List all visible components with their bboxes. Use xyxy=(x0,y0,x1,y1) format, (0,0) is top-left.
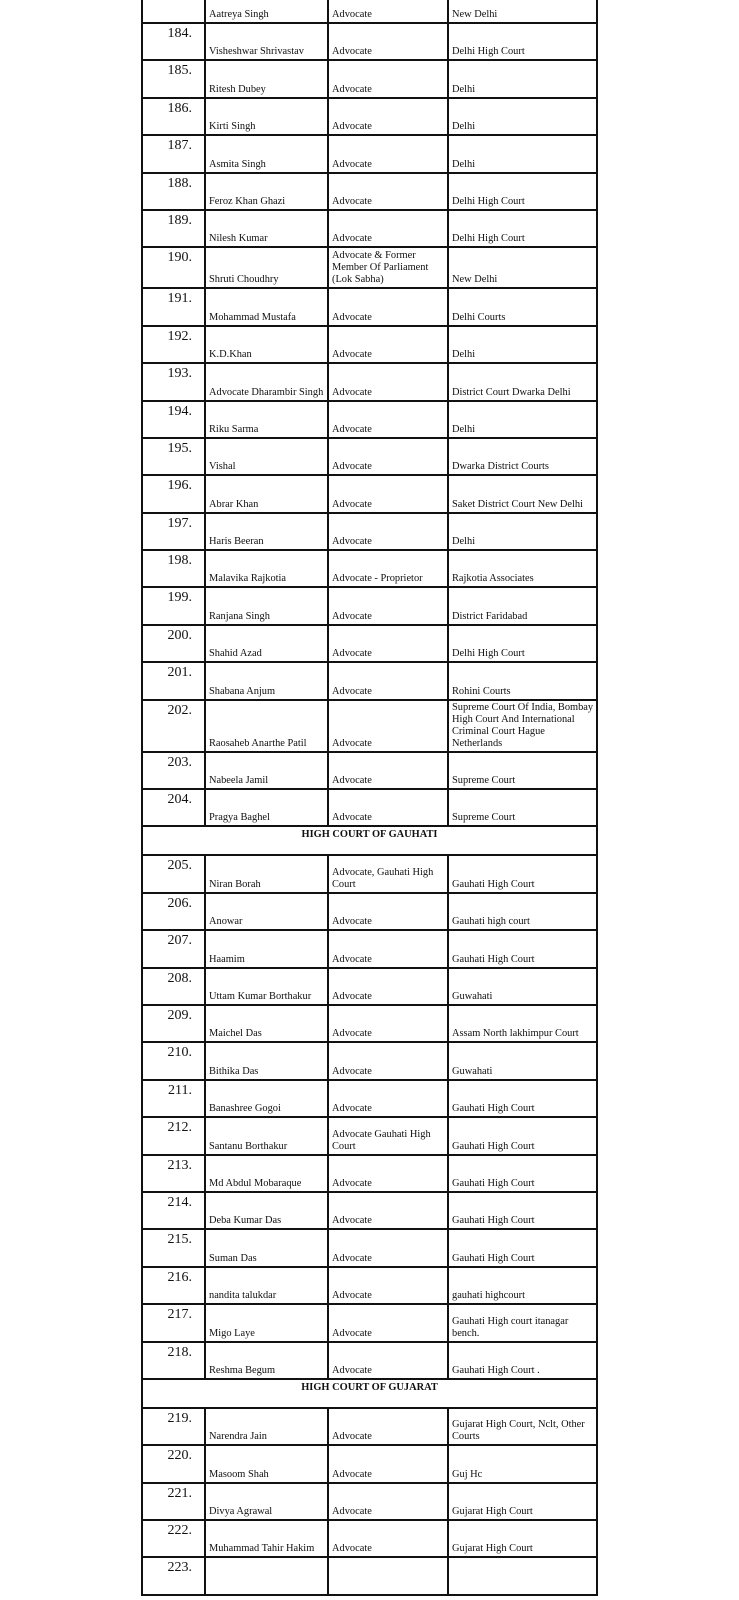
serial-number: 215. xyxy=(142,1229,205,1266)
designation: Advocate xyxy=(328,1080,448,1117)
serial-number: 209. xyxy=(142,1005,205,1042)
serial-number: 216. xyxy=(142,1267,205,1304)
table-row xyxy=(142,1080,597,1117)
place-of-practice: Gauhati High court itanagar bench. xyxy=(448,1304,597,1341)
serial-number: 221. xyxy=(142,1483,205,1520)
designation: Advocate xyxy=(328,60,448,97)
place-of-practice: Delhi High Court xyxy=(448,173,597,210)
designation: Advocate xyxy=(328,625,448,662)
advocate-name: Divya Agrawal xyxy=(205,1483,328,1520)
serial-number: 217. xyxy=(142,1304,205,1341)
designation: Advocate xyxy=(328,1520,448,1557)
place-of-practice: Delhi xyxy=(448,401,597,438)
section-heading-row xyxy=(142,826,597,855)
designation xyxy=(328,1557,448,1594)
place-of-practice: Assam North lakhimpur Court xyxy=(448,1005,597,1042)
designation: Advocate xyxy=(328,1005,448,1042)
table-row xyxy=(142,1342,597,1379)
designation: Advocate xyxy=(328,326,448,363)
advocate-name: Visheshwar Shrivastav xyxy=(205,23,328,60)
advocate-name: Aatreya Singh xyxy=(205,0,328,23)
designation: Advocate xyxy=(328,1155,448,1192)
serial-number: 191. xyxy=(142,288,205,325)
table-row xyxy=(142,23,597,60)
designation: Advocate xyxy=(328,475,448,512)
advocate-name: nandita talukdar xyxy=(205,1267,328,1304)
designation: Advocate & Former Member Of Parliament (Lok Sabha) xyxy=(328,247,448,288)
designation: Advocate, Gauhati High Court xyxy=(328,855,448,892)
designation: Advocate xyxy=(328,401,448,438)
table-row xyxy=(142,247,597,288)
designation: Advocate xyxy=(328,1229,448,1266)
advocate-name: Reshma Begum xyxy=(205,1342,328,1379)
designation: Advocate - Proprietor xyxy=(328,550,448,587)
table-row xyxy=(142,700,597,752)
advocate-name: Migo Laye xyxy=(205,1304,328,1341)
table-row xyxy=(142,135,597,172)
designation: Advocate xyxy=(328,930,448,967)
place-of-practice: Dwarka District Courts xyxy=(448,438,597,475)
place-of-practice: Delhi xyxy=(448,60,597,97)
serial-number: 189. xyxy=(142,210,205,247)
advocate-name: Kirti Singh xyxy=(205,98,328,135)
serial-number: 208. xyxy=(142,968,205,1005)
table-row xyxy=(142,401,597,438)
place-of-practice: Supreme Court xyxy=(448,752,597,789)
advocate-name: Feroz Khan Ghazi xyxy=(205,173,328,210)
advocate-name: Niran Borah xyxy=(205,855,328,892)
serial-number: 204. xyxy=(142,789,205,826)
designation: Advocate Gauhati High Court xyxy=(328,1117,448,1154)
advocate-name: Suman Das xyxy=(205,1229,328,1266)
serial-number: 192. xyxy=(142,326,205,363)
place-of-practice: Gauhati High Court xyxy=(448,1155,597,1192)
place-of-practice: District Faridabad xyxy=(448,587,597,624)
serial-number: 199. xyxy=(142,587,205,624)
table-row xyxy=(142,662,597,699)
advocate-name: Ranjana Singh xyxy=(205,587,328,624)
designation: Advocate xyxy=(328,752,448,789)
advocate-name: Vishal xyxy=(205,438,328,475)
place-of-practice: Guwahati xyxy=(448,1042,597,1079)
table-row xyxy=(142,752,597,789)
designation: Advocate xyxy=(328,893,448,930)
table-row xyxy=(142,625,597,662)
advocate-name: Bithika Das xyxy=(205,1042,328,1079)
serial-number xyxy=(142,0,205,23)
designation: Advocate xyxy=(328,789,448,826)
table-row xyxy=(142,1117,597,1154)
table-row xyxy=(142,60,597,97)
designation: Advocate xyxy=(328,1042,448,1079)
section-heading: HIGH COURT OF GUJARAT xyxy=(142,1379,597,1408)
advocate-name: Md Abdul Mobaraque xyxy=(205,1155,328,1192)
advocate-name: Nabeela Jamil xyxy=(205,752,328,789)
table-row xyxy=(142,475,597,512)
serial-number: 223. xyxy=(142,1557,205,1594)
advocate-name: Maichel Das xyxy=(205,1005,328,1042)
advocate-name: Nilesh Kumar xyxy=(205,210,328,247)
serial-number: 218. xyxy=(142,1342,205,1379)
table-row xyxy=(142,513,597,550)
designation: Advocate xyxy=(328,210,448,247)
serial-number: 214. xyxy=(142,1192,205,1229)
advocate-name: Muhammad Tahir Hakim xyxy=(205,1520,328,1557)
advocate-name: Ritesh Dubey xyxy=(205,60,328,97)
table-row xyxy=(142,1155,597,1192)
serial-number: 193. xyxy=(142,363,205,400)
serial-number: 213. xyxy=(142,1155,205,1192)
designation: Advocate xyxy=(328,0,448,23)
advocate-name: Haris Beeran xyxy=(205,513,328,550)
table-row xyxy=(142,326,597,363)
place-of-practice: Gauhati High Court xyxy=(448,1080,597,1117)
serial-number: 185. xyxy=(142,60,205,97)
place-of-practice: Delhi xyxy=(448,98,597,135)
advocate-name: Abrar Khan xyxy=(205,475,328,512)
serial-number: 186. xyxy=(142,98,205,135)
table-row xyxy=(142,1408,597,1445)
advocate-name: Anowar xyxy=(205,893,328,930)
table-row xyxy=(142,98,597,135)
designation: Advocate xyxy=(328,1445,448,1482)
table-row xyxy=(142,1042,597,1079)
place-of-practice: Delhi High Court xyxy=(448,625,597,662)
designation: Advocate xyxy=(328,1483,448,1520)
table-row xyxy=(142,1229,597,1266)
advocate-name: Shabana Anjum xyxy=(205,662,328,699)
designation: Advocate xyxy=(328,662,448,699)
serial-number: 187. xyxy=(142,135,205,172)
serial-number: 212. xyxy=(142,1117,205,1154)
place-of-practice: Gauhati High Court xyxy=(448,1229,597,1266)
place-of-practice: Supreme Court xyxy=(448,789,597,826)
serial-number: 219. xyxy=(142,1408,205,1445)
place-of-practice: Saket District Court New Delhi xyxy=(448,475,597,512)
table-row xyxy=(142,1005,597,1042)
designation: Advocate xyxy=(328,700,448,752)
designation: Advocate xyxy=(328,135,448,172)
place-of-practice: Delhi Courts xyxy=(448,288,597,325)
advocate-name: Mohammad Mustafa xyxy=(205,288,328,325)
place-of-practice xyxy=(448,1557,597,1594)
place-of-practice: Gauhati High Court xyxy=(448,1117,597,1154)
designation: Advocate xyxy=(328,173,448,210)
table-row xyxy=(142,1192,597,1229)
advocate-name: Advocate Dharambir Singh xyxy=(205,363,328,400)
advocates-table xyxy=(141,0,598,1596)
place-of-practice: Gujarat High Court xyxy=(448,1520,597,1557)
table-row xyxy=(142,1483,597,1520)
serial-number: 194. xyxy=(142,401,205,438)
advocate-name: Santanu Borthakur xyxy=(205,1117,328,1154)
advocate-name: Malavika Rajkotia xyxy=(205,550,328,587)
serial-number: 210. xyxy=(142,1042,205,1079)
table-row xyxy=(142,210,597,247)
table-row xyxy=(142,173,597,210)
serial-number: 207. xyxy=(142,930,205,967)
serial-number: 220. xyxy=(142,1445,205,1482)
table-row xyxy=(142,1267,597,1304)
section-heading: HIGH COURT OF GAUHATI xyxy=(142,826,597,855)
designation: Advocate xyxy=(328,288,448,325)
place-of-practice: Delhi xyxy=(448,513,597,550)
serial-number: 184. xyxy=(142,23,205,60)
advocate-name: K.D.Khan xyxy=(205,326,328,363)
advocate-name xyxy=(205,1557,328,1594)
table-row xyxy=(142,930,597,967)
place-of-practice: Supreme Court Of India, Bombay High Court And International Criminal Court Hague Netherlands xyxy=(448,700,597,752)
serial-number: 211. xyxy=(142,1080,205,1117)
serial-number: 200. xyxy=(142,625,205,662)
advocate-name: Shahid Azad xyxy=(205,625,328,662)
advocate-name: Shruti Choudhry xyxy=(205,247,328,288)
table-row xyxy=(142,587,597,624)
place-of-practice: Gujarat High Court, Nclt, Other Courts xyxy=(448,1408,597,1445)
table-row xyxy=(142,968,597,1005)
designation: Advocate xyxy=(328,587,448,624)
place-of-practice: New Delhi xyxy=(448,0,597,23)
advocate-name: Narendra Jain xyxy=(205,1408,328,1445)
table-row xyxy=(142,1557,597,1594)
serial-number: 198. xyxy=(142,550,205,587)
advocate-name: Riku Sarma xyxy=(205,401,328,438)
serial-number: 190. xyxy=(142,247,205,288)
advocates-table-body xyxy=(142,0,597,1595)
advocate-name: Pragya Baghel xyxy=(205,789,328,826)
place-of-practice: Rohini Courts xyxy=(448,662,597,699)
table-row xyxy=(142,1304,597,1341)
advocate-name: Deba Kumar Das xyxy=(205,1192,328,1229)
place-of-practice: Guj Hc xyxy=(448,1445,597,1482)
table-row xyxy=(142,855,597,892)
designation: Advocate xyxy=(328,1342,448,1379)
place-of-practice: Delhi xyxy=(448,135,597,172)
place-of-practice: Gauhati High Court xyxy=(448,930,597,967)
place-of-practice: Delhi High Court xyxy=(448,23,597,60)
designation: Advocate xyxy=(328,98,448,135)
table-row xyxy=(142,0,597,23)
table-row xyxy=(142,550,597,587)
table-row xyxy=(142,438,597,475)
advocate-name: Raosaheb Anarthe Patil xyxy=(205,700,328,752)
section-heading-row xyxy=(142,1379,597,1408)
designation: Advocate xyxy=(328,1192,448,1229)
serial-number: 201. xyxy=(142,662,205,699)
serial-number: 196. xyxy=(142,475,205,512)
table-row xyxy=(142,789,597,826)
table-row xyxy=(142,1445,597,1482)
advocate-name: Haamim xyxy=(205,930,328,967)
place-of-practice: gauhati highcourt xyxy=(448,1267,597,1304)
table-row xyxy=(142,893,597,930)
place-of-practice: Rajkotia Associates xyxy=(448,550,597,587)
place-of-practice: Gauhati High Court xyxy=(448,855,597,892)
table-row xyxy=(142,1520,597,1557)
place-of-practice: Gauhati high court xyxy=(448,893,597,930)
place-of-practice: Gujarat High Court xyxy=(448,1483,597,1520)
place-of-practice: Gauhati High Court xyxy=(448,1192,597,1229)
advocate-name: Banashree Gogoi xyxy=(205,1080,328,1117)
document-page xyxy=(141,0,596,1596)
designation: Advocate xyxy=(328,968,448,1005)
serial-number: 222. xyxy=(142,1520,205,1557)
advocate-name: Asmita Singh xyxy=(205,135,328,172)
serial-number: 188. xyxy=(142,173,205,210)
designation: Advocate xyxy=(328,363,448,400)
designation: Advocate xyxy=(328,23,448,60)
place-of-practice: Delhi High Court xyxy=(448,210,597,247)
designation: Advocate xyxy=(328,513,448,550)
advocate-name: Uttam Kumar Borthakur xyxy=(205,968,328,1005)
place-of-practice: New Delhi xyxy=(448,247,597,288)
place-of-practice: Gauhati High Court . xyxy=(448,1342,597,1379)
serial-number: 195. xyxy=(142,438,205,475)
serial-number: 203. xyxy=(142,752,205,789)
designation: Advocate xyxy=(328,1408,448,1445)
place-of-practice: District Court Dwarka Delhi xyxy=(448,363,597,400)
table-row xyxy=(142,363,597,400)
table-row xyxy=(142,288,597,325)
serial-number: 202. xyxy=(142,700,205,752)
serial-number: 206. xyxy=(142,893,205,930)
serial-number: 197. xyxy=(142,513,205,550)
serial-number: 205. xyxy=(142,855,205,892)
place-of-practice: Delhi xyxy=(448,326,597,363)
advocate-name: Masoom Shah xyxy=(205,1445,328,1482)
designation: Advocate xyxy=(328,1304,448,1341)
designation: Advocate xyxy=(328,438,448,475)
designation: Advocate xyxy=(328,1267,448,1304)
place-of-practice: Guwahati xyxy=(448,968,597,1005)
